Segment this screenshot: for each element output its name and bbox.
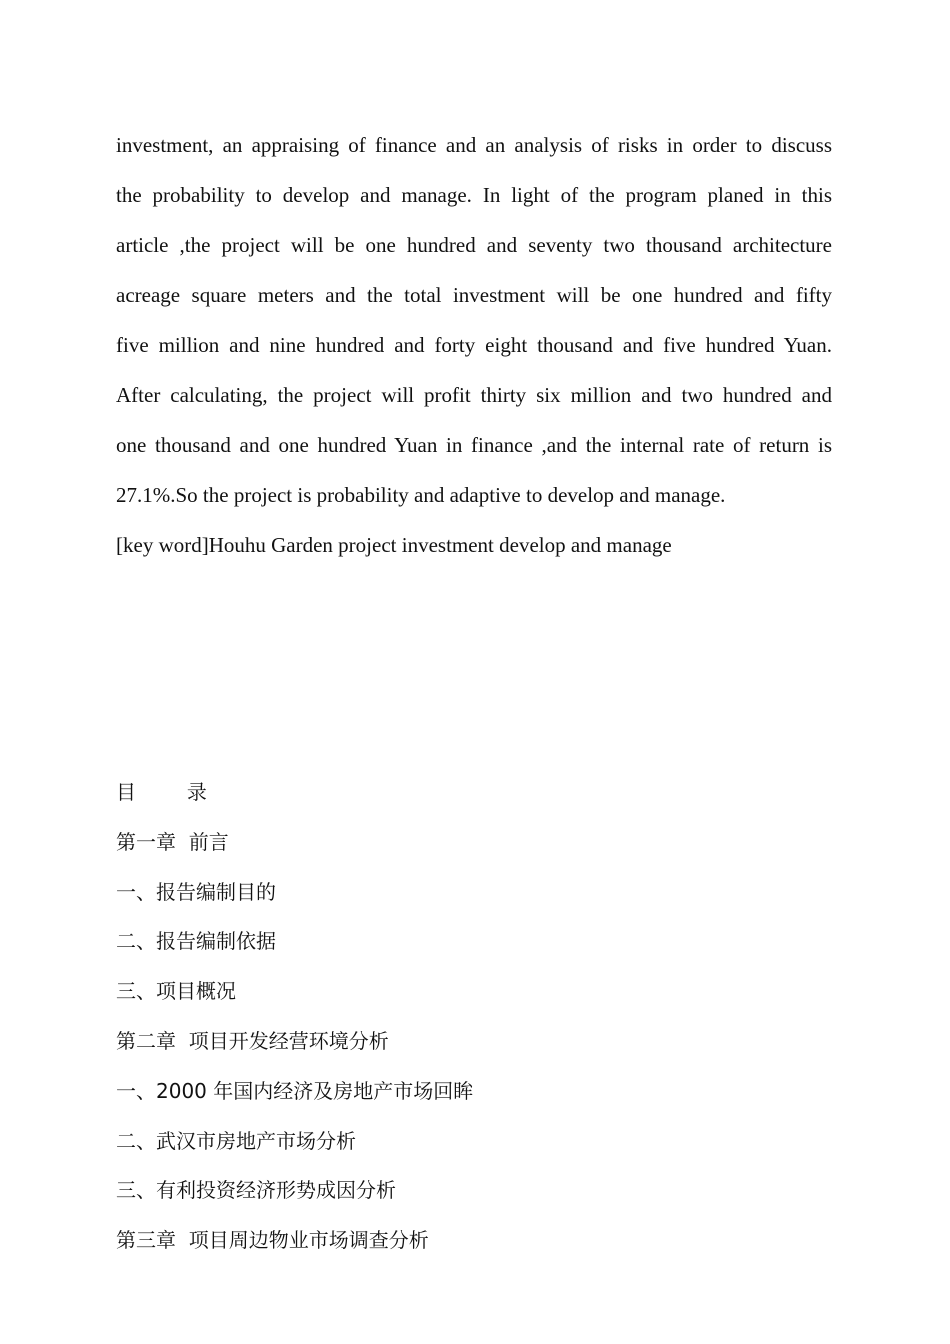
abstract-line: 27.1%.So the project is probability and adaptive to develop and manage. — [116, 483, 726, 507]
toc-entry: 三、有利投资经济形势成因分析 — [116, 1178, 396, 1203]
toc-entry: 三、项目概况 — [116, 979, 236, 1004]
abstract-line: five million and nine hundred and forty eight thousand and five hundred Yuan. — [116, 333, 832, 357]
abstract-line: one thousand and one hundred Yuan in finance ,and the internal rate of return is — [116, 433, 832, 457]
abstract-line: acreage square meters and the total investment will be one hundred and fifty — [116, 283, 832, 307]
toc-entry: 二、报告编制依据 — [116, 929, 276, 954]
abstract-line: the probability to develop and manage. In light of the program planed in this — [116, 183, 832, 207]
toc-entry: 一、报告编制目的 — [116, 879, 276, 904]
abstract-line: After calculating, the project will profit thirty six million and two hundred and — [116, 383, 832, 407]
table-of-contents — [116, 768, 832, 1266]
toc-entry: 第三章 项目周边物业市场调查分析 — [116, 1228, 429, 1253]
abstract-line: article ,the project will be one hundred and seventy two thousand architecture — [116, 233, 832, 257]
abstract-section — [116, 120, 832, 570]
toc-entry: 第二章 项目开发经营环境分析 — [116, 1028, 389, 1053]
keywords-line: [key word]Houhu Garden project investment develop and manage — [116, 533, 672, 557]
toc-entry: 二、武汉市房地产市场分析 — [116, 1128, 356, 1153]
toc-title: 目 录 — [116, 780, 207, 804]
toc-entry: 一、2000 年国内经济及房地产市场回眸 — [116, 1078, 474, 1103]
toc-entry: 第一章 前言 — [116, 829, 229, 854]
abstract-line: investment, an appraising of finance and an analysis of risks in order to discuss — [116, 133, 832, 157]
